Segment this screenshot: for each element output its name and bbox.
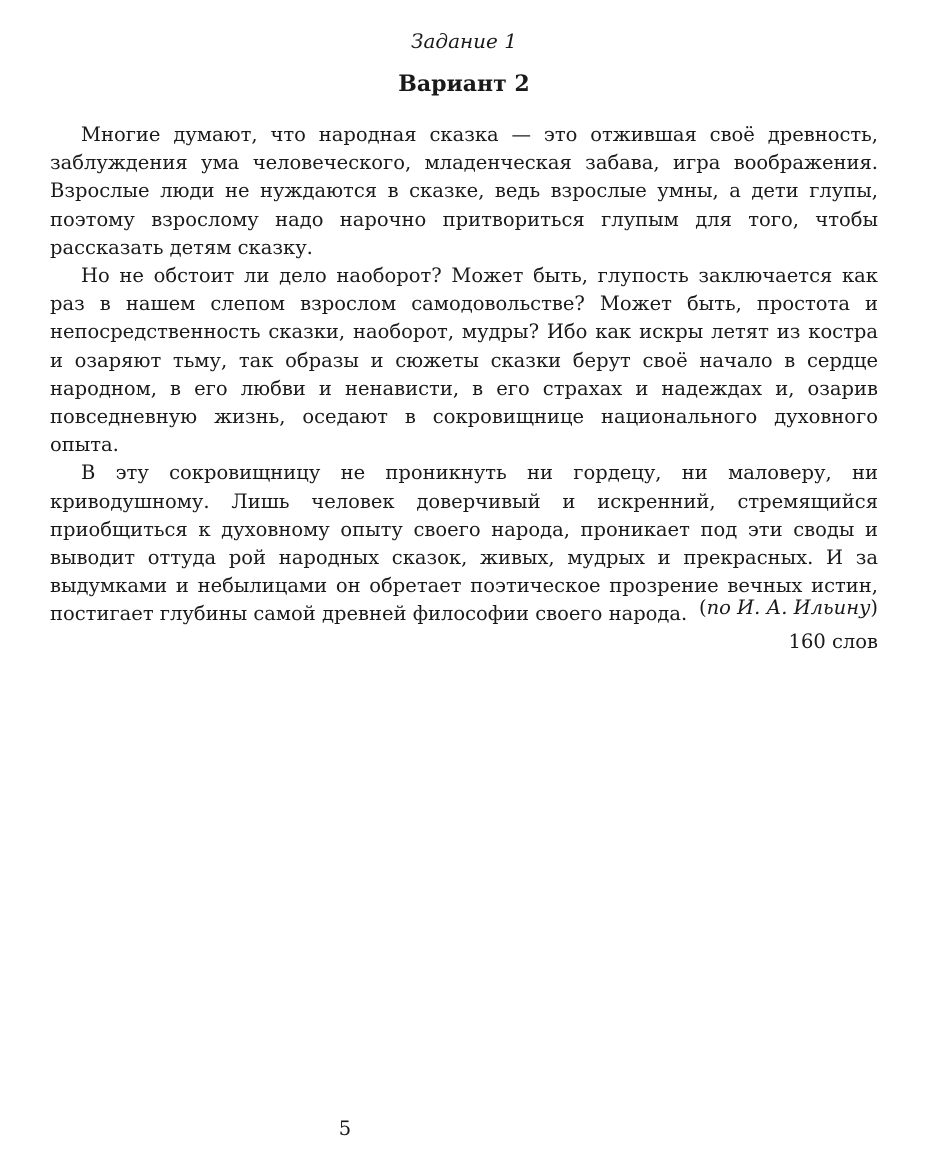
paragraph-2: Но не обстоит ли дело наоборот? Может быть, глупость заключается как раз в нашем слепом взрослом самодовольстве? Может быть, простота и непосредственность сказки, наоборот, мудры? Ибо как искры летят из костра и озаряют тьму, так образы и сюжеты сказки берут своё начало в сердце народном, в его любви и ненависти, в его страхах и надеждах и, озарив повседневную жизнь, оседают в сокровищнице национального духовного опыта. (50, 264, 878, 457)
attribution-author: по И. А. Ильину (706, 596, 871, 619)
variant-title: Вариант 2 (398, 71, 530, 97)
attribution-close-paren: ) (870, 596, 878, 619)
page-number: 5 (338, 1117, 352, 1140)
text-body (50, 121, 878, 629)
paragraph-1: Многие думают, что народная сказка — это отжившая своё древность, заблуждения ума человеческого, младенческая забава, игра воображения. Взрослые люди не нуждаются в сказке, ведь взрослые умны, а дети глупы, поэтому взрослому надо нарочно притвориться глупым для того, чтобы рассказать детям сказку. (50, 123, 878, 259)
word-count: 160 слов (788, 630, 878, 653)
task-title: Задание 1 (411, 29, 517, 53)
source-attribution (699, 594, 878, 622)
paragraph-3: В эту сокровищницу не проникнуть ни гордецу, ни маловеру, ни криводушному. Лишь человек доверчивый и искренний, стремящийся приобщиться к духовному опыту своего народа, проникает под эти своды и выводит оттуда рой народных сказок, живых, мудрых и прекрасных. И за выдумками и небылицами он обретает поэтическое прозрение вечных истин, постигает глубины самой древней философии своего народа. (50, 461, 878, 626)
attribution-open-paren: ( (698, 596, 707, 619)
